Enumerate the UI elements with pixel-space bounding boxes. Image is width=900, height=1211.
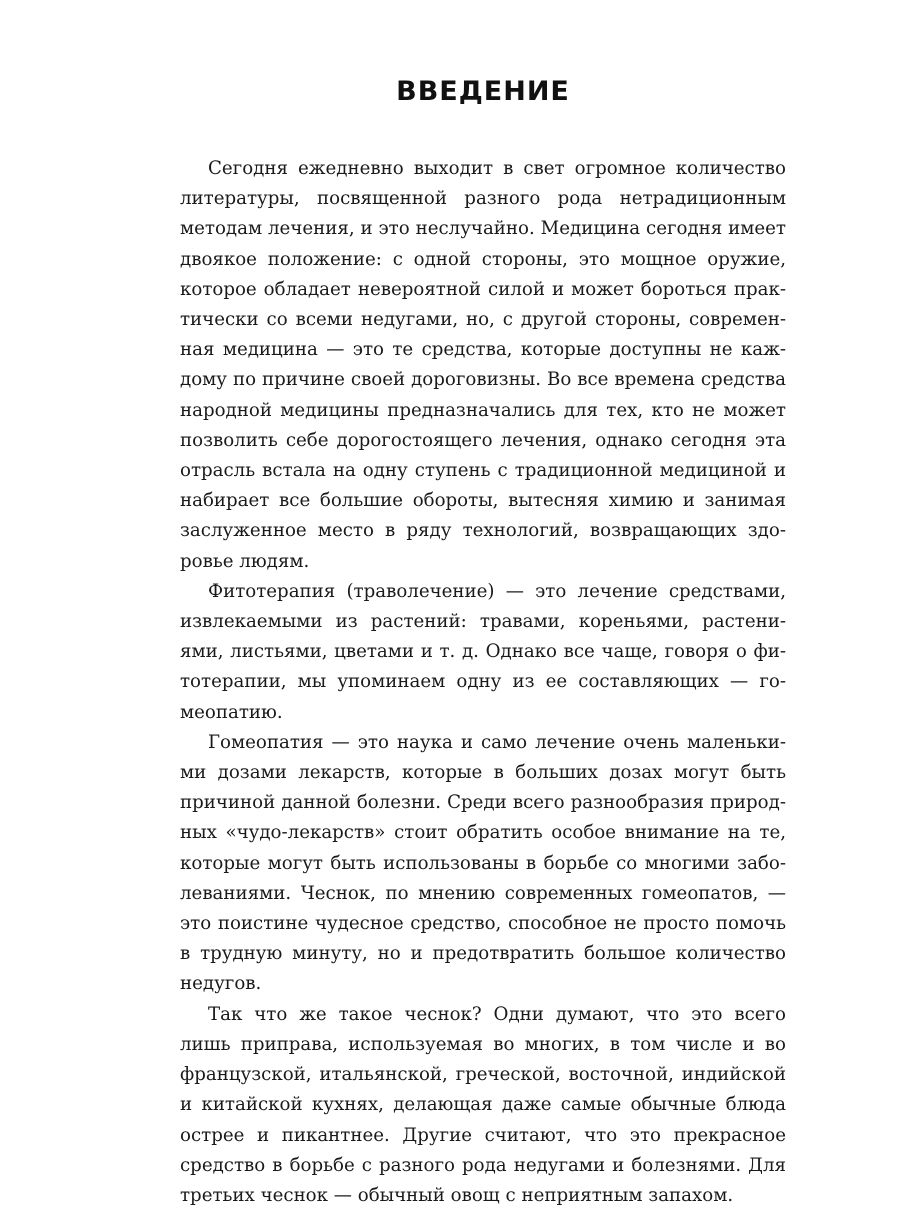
paragraph: Гомеопатия — это наука и само лечение очень маленькими дозами лекарств, которые в больших дозах могут быть причиной данной болезни. Среди всего разнообразия природных «чудо-лекарств» стоит обратить особое внимание на те, которые могут быть использованы в борьбе со многими заболеваниями. Чеснок, по мнению современных гомеопатов, — это поистине чудесное средство, способное не просто помочь в трудную минуту, но и предотвратить большое количество недугов.: [180, 731, 786, 995]
chapter-title: ВВЕДЕНИЕ: [396, 76, 570, 107]
paragraph: Сегодня ежедневно выходит в свет огромное количество литературы, посвященной разного рода нетрадиционным методам лечения, и это неслучайно. Медицина сегодня имеет двоякое положение: с одной стороны, это мощное оружие, которое обладает невероятной силой и может бороться практически со всеми недугами, но, с другой стороны, современная медицина — это те средства, которые доступны не каждому по причине своей дороговизны. Во все времена средства народной медицины предназначались для тех, кто не может позволить себе дорогостоящего лечения, однако сегодня эта отрасль встала на одну ступень с традиционной медициной и набирает все большие обороты, вытесняя химию и занимая заслуженное место в ряду технологий, возвращающих здоровье людям.: [180, 158, 786, 572]
book-page: [180, 60, 786, 1211]
paragraph: Так что же такое чеснок? Одни думают, что это всего лишь приправа, используемая во многих, в том числе и во французской, итальянской, греческой, восточной, индийской и китайской кухнях, делающая даже самые обычные блюда острее и пикантнее. Другие считают, что это прекрасное средство в борьбе с разного рода недугами и болезнями. Для третьих чеснок — обычный овощ с неприятным запахом.: [180, 1003, 786, 1206]
paragraph: Фитотерапия (траволечение) — это лечение средствами, извлекаемыми из растений: травами, кореньями, растениями, листьями, цветами и т. д. Однако все чаще, говоря о фитотерапии, мы упоминаем одну из ее составляющих — гомеопатию.: [180, 580, 786, 723]
chapter-body: [180, 154, 786, 1211]
